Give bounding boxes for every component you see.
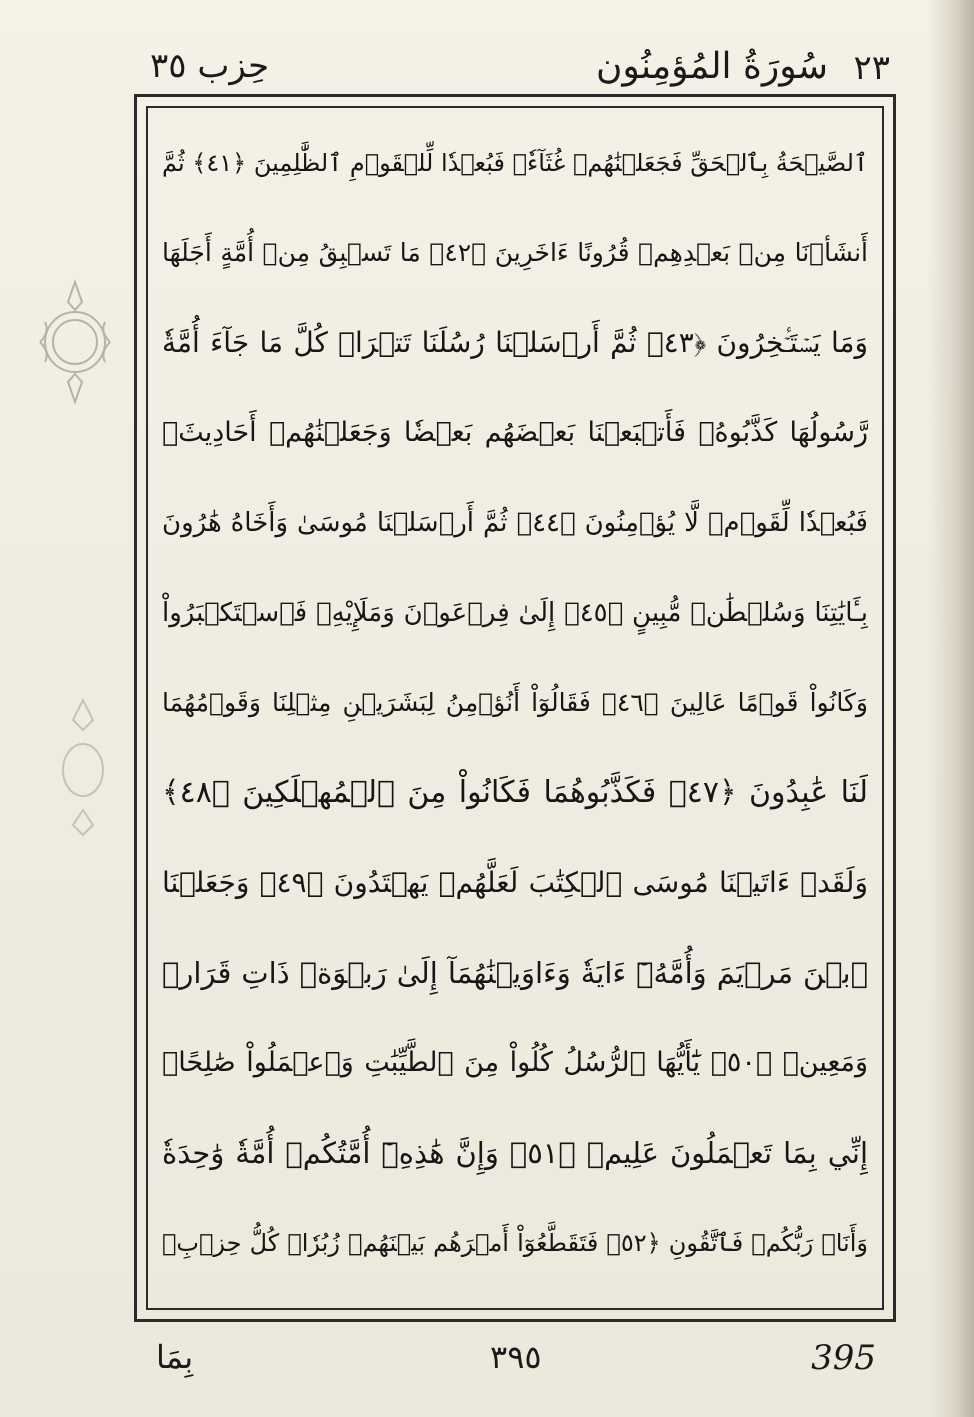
text-line-11: وَمَعِينٖ ﴿٥٠﴾ يَٰٓأَيُّهَا ٱلرُّسُلُ كُلُواْ مِنَ ٱلطَّيِّبَٰتِ وَٱعۡمَلُواْ صَٰلِحًاۖ — [162, 1047, 868, 1078]
catchword: بِمَا — [156, 1338, 194, 1376]
text-line-1: ٱلصَّيۡحَةُ بِٱلۡحَقِّ فَجَعَلۡنَٰهُمۡ غُثَآءٗۚ فَبُعۡدٗا لِّلۡقَوۡمِ ٱلظَّٰلِمِينَ ﴿٤١﴾ ثُمَّ — [162, 149, 868, 177]
text-line-13: وَأَنَا۠ رَبُّكُمۡ فَٱتَّقُونِ ﴿٥٢﴾ فَتَقَطَّعُوٓاْ أَمۡرَهُم بَيۡنَهُمۡ زُبُرٗاۖ كُلُّ حِزۡبِۭ — [162, 1229, 868, 1257]
page-footer — [150, 1334, 890, 1394]
text-line-10: ٱبۡنَ مَرۡيَمَ وَأُمَّهُۥٓ ءَايَةٗ وَءَاوَيۡنَٰهُمَآ إِلَىٰ رَبۡوَةٖ ذَاتِ قَرَارٖ — [162, 956, 868, 990]
page-number-arabic: ٣٩٥ — [490, 1338, 542, 1376]
hizb-medallion-icon — [30, 262, 120, 422]
quran-text-area — [162, 124, 868, 1294]
text-line-3: وَمَا يَسۡتَـٔۡخِرُونَ ﴿٤٣﴾ ثُمَّ أَرۡسَلۡنَا رُسُلَنَا تَتۡرَاۖ كُلَّ مَا جَآءَ أُمَّةٗ — [162, 326, 868, 359]
text-line-12: إِنِّي بِمَا تَعۡمَلُونَ عَلِيمٞ ﴿٥١﴾ وَإِنَّ هَٰذِهِۦٓ أُمَّتُكُمۡ أُمَّةٗ وَٰحِدَةٗ — [162, 1136, 868, 1170]
text-line-8: لَنَا عَٰبِدُونَ ﴿٤٧﴾ فَكَذَّبُوهُمَا فَكَانُواْ مِنَ ٱلۡمُهۡلَكِينَ ﴿٤٨﴾ — [162, 775, 868, 810]
sajda-marker-icon — [48, 690, 118, 840]
page-header — [150, 40, 890, 100]
text-line-9: وَلَقَدۡ ءَاتَيۡنَا مُوسَى ٱلۡكِتَٰبَ لَعَلَّهُمۡ يَهۡتَدُونَ ﴿٤٩﴾ وَجَعَلۡنَا — [162, 866, 868, 899]
hizb-label: حِزب ٣٥ — [150, 46, 270, 86]
surah-number: ٢٣ — [853, 48, 890, 88]
text-line-7: وَكَانُواْ قَوۡمًا عَالِينَ ﴿٤٦﴾ فَقَالُوٓاْ أَنُؤۡمِنُ لِبَشَرَيۡنِ مِثۡلِنَا وَقَوۡمُهُمَا — [162, 688, 868, 717]
surah-name: سُورَةُ المُؤمِنُون — [595, 46, 828, 87]
text-line-6: بِـَٔايَٰتِنَا وَسُلۡطَٰنٖ مُّبِينٍ ﴿٤٥﴾ إِلَىٰ فِرۡعَوۡنَ وَمَلَإِيْهِۦ فَٱسۡتَكۡبَرُواْ — [162, 598, 868, 628]
page-number-latin: 395 — [811, 1338, 876, 1378]
text-line-2: أَنشَأۡنَا مِنۢ بَعۡدِهِمۡ قُرُونًا ءَاخَرِينَ ﴿٤٢﴾ مَا تَسۡبِقُ مِنۡ أُمَّةٍ أَجَلَهَا — [162, 238, 868, 267]
text-line-5: فَبُعۡدٗا لِّقَوۡمٖ لَّا يُؤۡمِنُونَ ﴿٤٤﴾ ثُمَّ أَرۡسَلۡنَا مُوسَىٰ وَأَخَاهُ هَٰرُونَ — [162, 508, 868, 538]
text-line-4: رَّسُولُهَا كَذَّبُوهُۖ فَأَتۡبَعۡنَا بَعۡضَهُم بَعۡضٗا وَجَعَلۡنَٰهُمۡ أَحَادِيثَۚ — [162, 417, 868, 448]
page-gutter-shadow — [928, 0, 974, 1417]
